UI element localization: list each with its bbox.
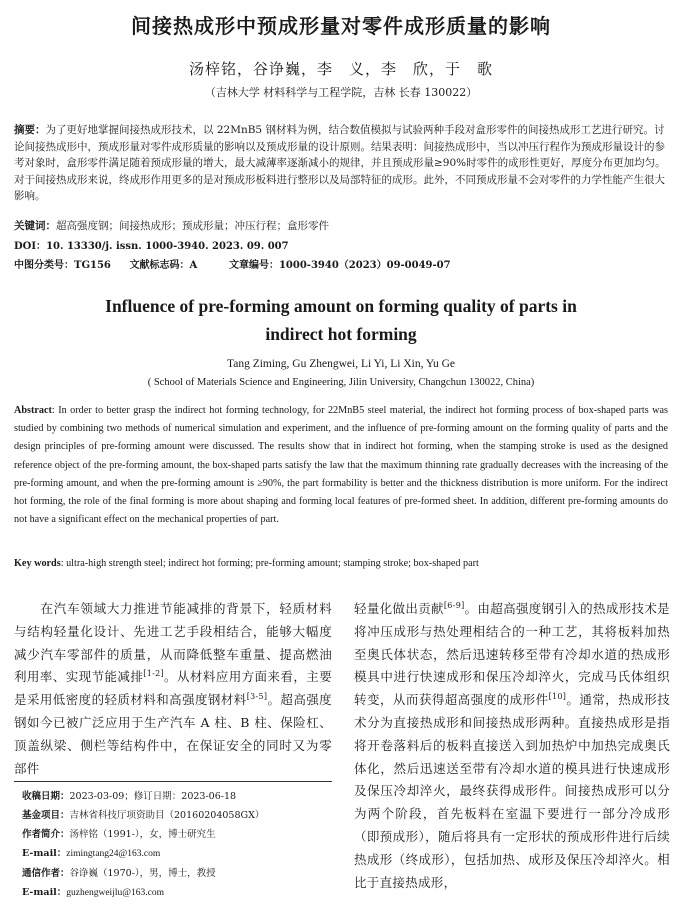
author-bio-label: 作者简介： xyxy=(22,829,70,840)
body-text: 。由超高强度钢引入的热成形技术是将冲压成形与热处理相结合的一种工艺，其将板料加热至奥氏体状态，然后迅速转移至带有冷却水道的热成形模具中进行快速成形和保压冷却淬火，完成马氏体组织转变，从而获得超高强度的成形件 xyxy=(354,601,670,708)
body-text: 。通常，热成形技术分为直接热成形和间接热成形两种。直接热成形是指将开卷落料后的板料直接送入到加热炉中加热完成奥氏体化，然后迅速送至带有冷却水道的模具进行快速成形及保压冷却淬火，最终获得成形件。间接热成形可以分为两个阶段，首先板料在室温下要进行一部分冷成形（即预成形），随后将具有一定形状的预成形件进行后续热成形（终成形），包括加热、成形及保压冷却淬火。相比于直接热成形， xyxy=(354,692,670,890)
fund-info xyxy=(22,806,342,825)
received-label: 收稿日期： xyxy=(22,791,70,802)
keywords-en-label: Key words xyxy=(14,558,61,569)
body-left-column xyxy=(14,598,332,780)
clc-label: 中图分类号： xyxy=(14,260,74,271)
affiliation-cn: （吉林大学 材料科学与工程学院，吉林 长春 130022） xyxy=(204,86,478,99)
article-no-label: 文章编号： xyxy=(228,260,279,271)
body-text: 轻量化做出贡献 xyxy=(354,601,444,616)
body-right-column xyxy=(354,598,670,894)
email-link[interactable]: zimingtang24@163.com xyxy=(66,849,161,859)
classification-line xyxy=(14,256,668,271)
paper-title-cn: 间接热成形中预成形量对零件成形质量的影响 xyxy=(131,14,551,38)
doi-value: 10. 13330/j. issn. 1000-3940. 2023. 09. 007 xyxy=(46,241,289,252)
email-label: E-mail： xyxy=(22,887,67,898)
keywords-cn-text: 超高强度钢；间接热成形；预成形量；冲压行程；盒形零件 xyxy=(56,220,329,232)
abstract-cn-label: 摘要： xyxy=(14,124,46,136)
received-value: 2023-03-09；修订日期：2023-06-18 xyxy=(69,791,237,802)
doi-label: DOI： xyxy=(14,241,47,252)
footnote-divider xyxy=(14,781,332,782)
email-label: E-mail： xyxy=(22,848,67,859)
authors-en: Tang Ziming, Gu Zhengwei, Li Yi, Li Xin, Yu Ge xyxy=(227,358,455,370)
abstract-en xyxy=(14,402,668,529)
keywords-cn xyxy=(14,218,668,235)
authors-cn: 汤梓铭，谷诤巍，李 义，李 欣，于 歌 xyxy=(188,60,493,78)
citation: [10] xyxy=(548,692,567,702)
corresponding-email xyxy=(22,883,342,903)
keywords-en xyxy=(14,555,668,573)
corresponding-value: 谷诤巍（1970-），男，博士，教授 xyxy=(69,868,216,879)
body-text: 在汽车领域大力推进节能减排的背景下，轻质材料与结构轻量化设计、先进工艺手段相结合，能够大幅度减少汽车零部件的质量，从而降低整车重量、提高燃油利用率、实现节能减排 xyxy=(14,601,332,685)
paper-title-en: Influence of pre-forming amount on forming quality of parts in indirect hot forming xyxy=(105,296,577,344)
corresponding-author xyxy=(22,864,342,883)
fund-value: 吉林省科技厅项资助目（20160204058GX） xyxy=(69,810,265,821)
affiliation-en: ( School of Materials Science and Engineering, Jilin University, Changchun 130022, China) xyxy=(147,377,535,388)
keywords-cn-label: 关键词： xyxy=(14,220,56,232)
author-bio-value: 汤梓铭（1991-），女，博士研究生 xyxy=(69,829,216,840)
abstract-cn xyxy=(14,122,668,205)
body-text: 。从材料应用方面来看，主要是采用低密度的轻质材料和高强度钢材料 xyxy=(14,669,332,708)
doc-code-value: A xyxy=(189,260,198,271)
abstract-en-text: : In order to better grasp the indirect hot forming technology, for 22MnB5 steel material, the indirect hot forming process of box-shaped parts was studied by combining two methods of numerical simulation and experiment, and the influence of pre-forming amount on the forming quality of parts and the design principles of pre-forming amount were discussed. The results show that in indirect hot forming, when the stamping stroke is used as the designed reference object of the pre-forming amount, the box-shaped parts satisfy the law that the maximum thinning rate gradually decreases with the increasing of the pre-forming amount, and when the pre-forming amount is ≥90%, the part formability is better and the thickness distribution is more uniform. For the indirect hot forming, the role of the final forming is more about shaping and forming local features of pre-formed sheet. In addition, different pre-forming amounts do not have a significant effect on the mechanical properties of part. xyxy=(14,405,668,526)
clc-value: TG156 xyxy=(74,260,111,271)
citation: [1-2] xyxy=(143,669,164,679)
doc-code-label: 文献标志码： xyxy=(129,260,190,271)
abstract-en-label: Abstract xyxy=(14,405,52,416)
author-bio xyxy=(22,825,342,844)
abstract-cn-text: 为了更好地掌握间接热成形技术，以 22MnB5 钢材料为例，结合数值模拟与试验两种手段对盒形零件的间接热成形工艺进行研究。讨论间接热成形中，预成形量对零件成形质量的影响以及预成形量的设计原则。结果表明：间接热成形中，当以冲压行程作为预成形量设计的参考对象时，盒形零件满足随着预成形量的增大，最大减薄率逐渐减小的规律，并且预成形量≥90%时零件的成形性更好，厚度分布更加均匀。对于间接热成形来说，终成形作用更多的是对预成形板料进行整形以及局部特征的成形。此外，不同预成形量不会对零件的力学性能产生很大影响。 xyxy=(14,124,666,202)
received-date xyxy=(22,787,342,806)
article-no-value: 1000-3940（2023）09-0049-07 xyxy=(278,260,451,271)
corresponding-label: 通信作者： xyxy=(22,868,70,879)
citation: [3-5] xyxy=(246,692,268,702)
author-email xyxy=(22,844,342,864)
body-text: 。超高强度钢如今已被广泛应用于生产汽车 A 柱、B 柱、保险杠、顶盖纵梁、侧栏等结构件中，在保证安全的同时又为零部件 xyxy=(14,692,332,776)
doi-line xyxy=(14,237,668,252)
citation: [6-9] xyxy=(443,600,465,610)
footnotes xyxy=(22,787,342,903)
keywords-en-text: : ultra-high strength steel; indirect hot forming; pre-forming amount; stamping stroke; box-shaped part xyxy=(60,558,479,569)
fund-label: 基金项目： xyxy=(22,810,70,821)
email-link[interactable]: guzhengweijlu@163.com xyxy=(66,888,164,898)
